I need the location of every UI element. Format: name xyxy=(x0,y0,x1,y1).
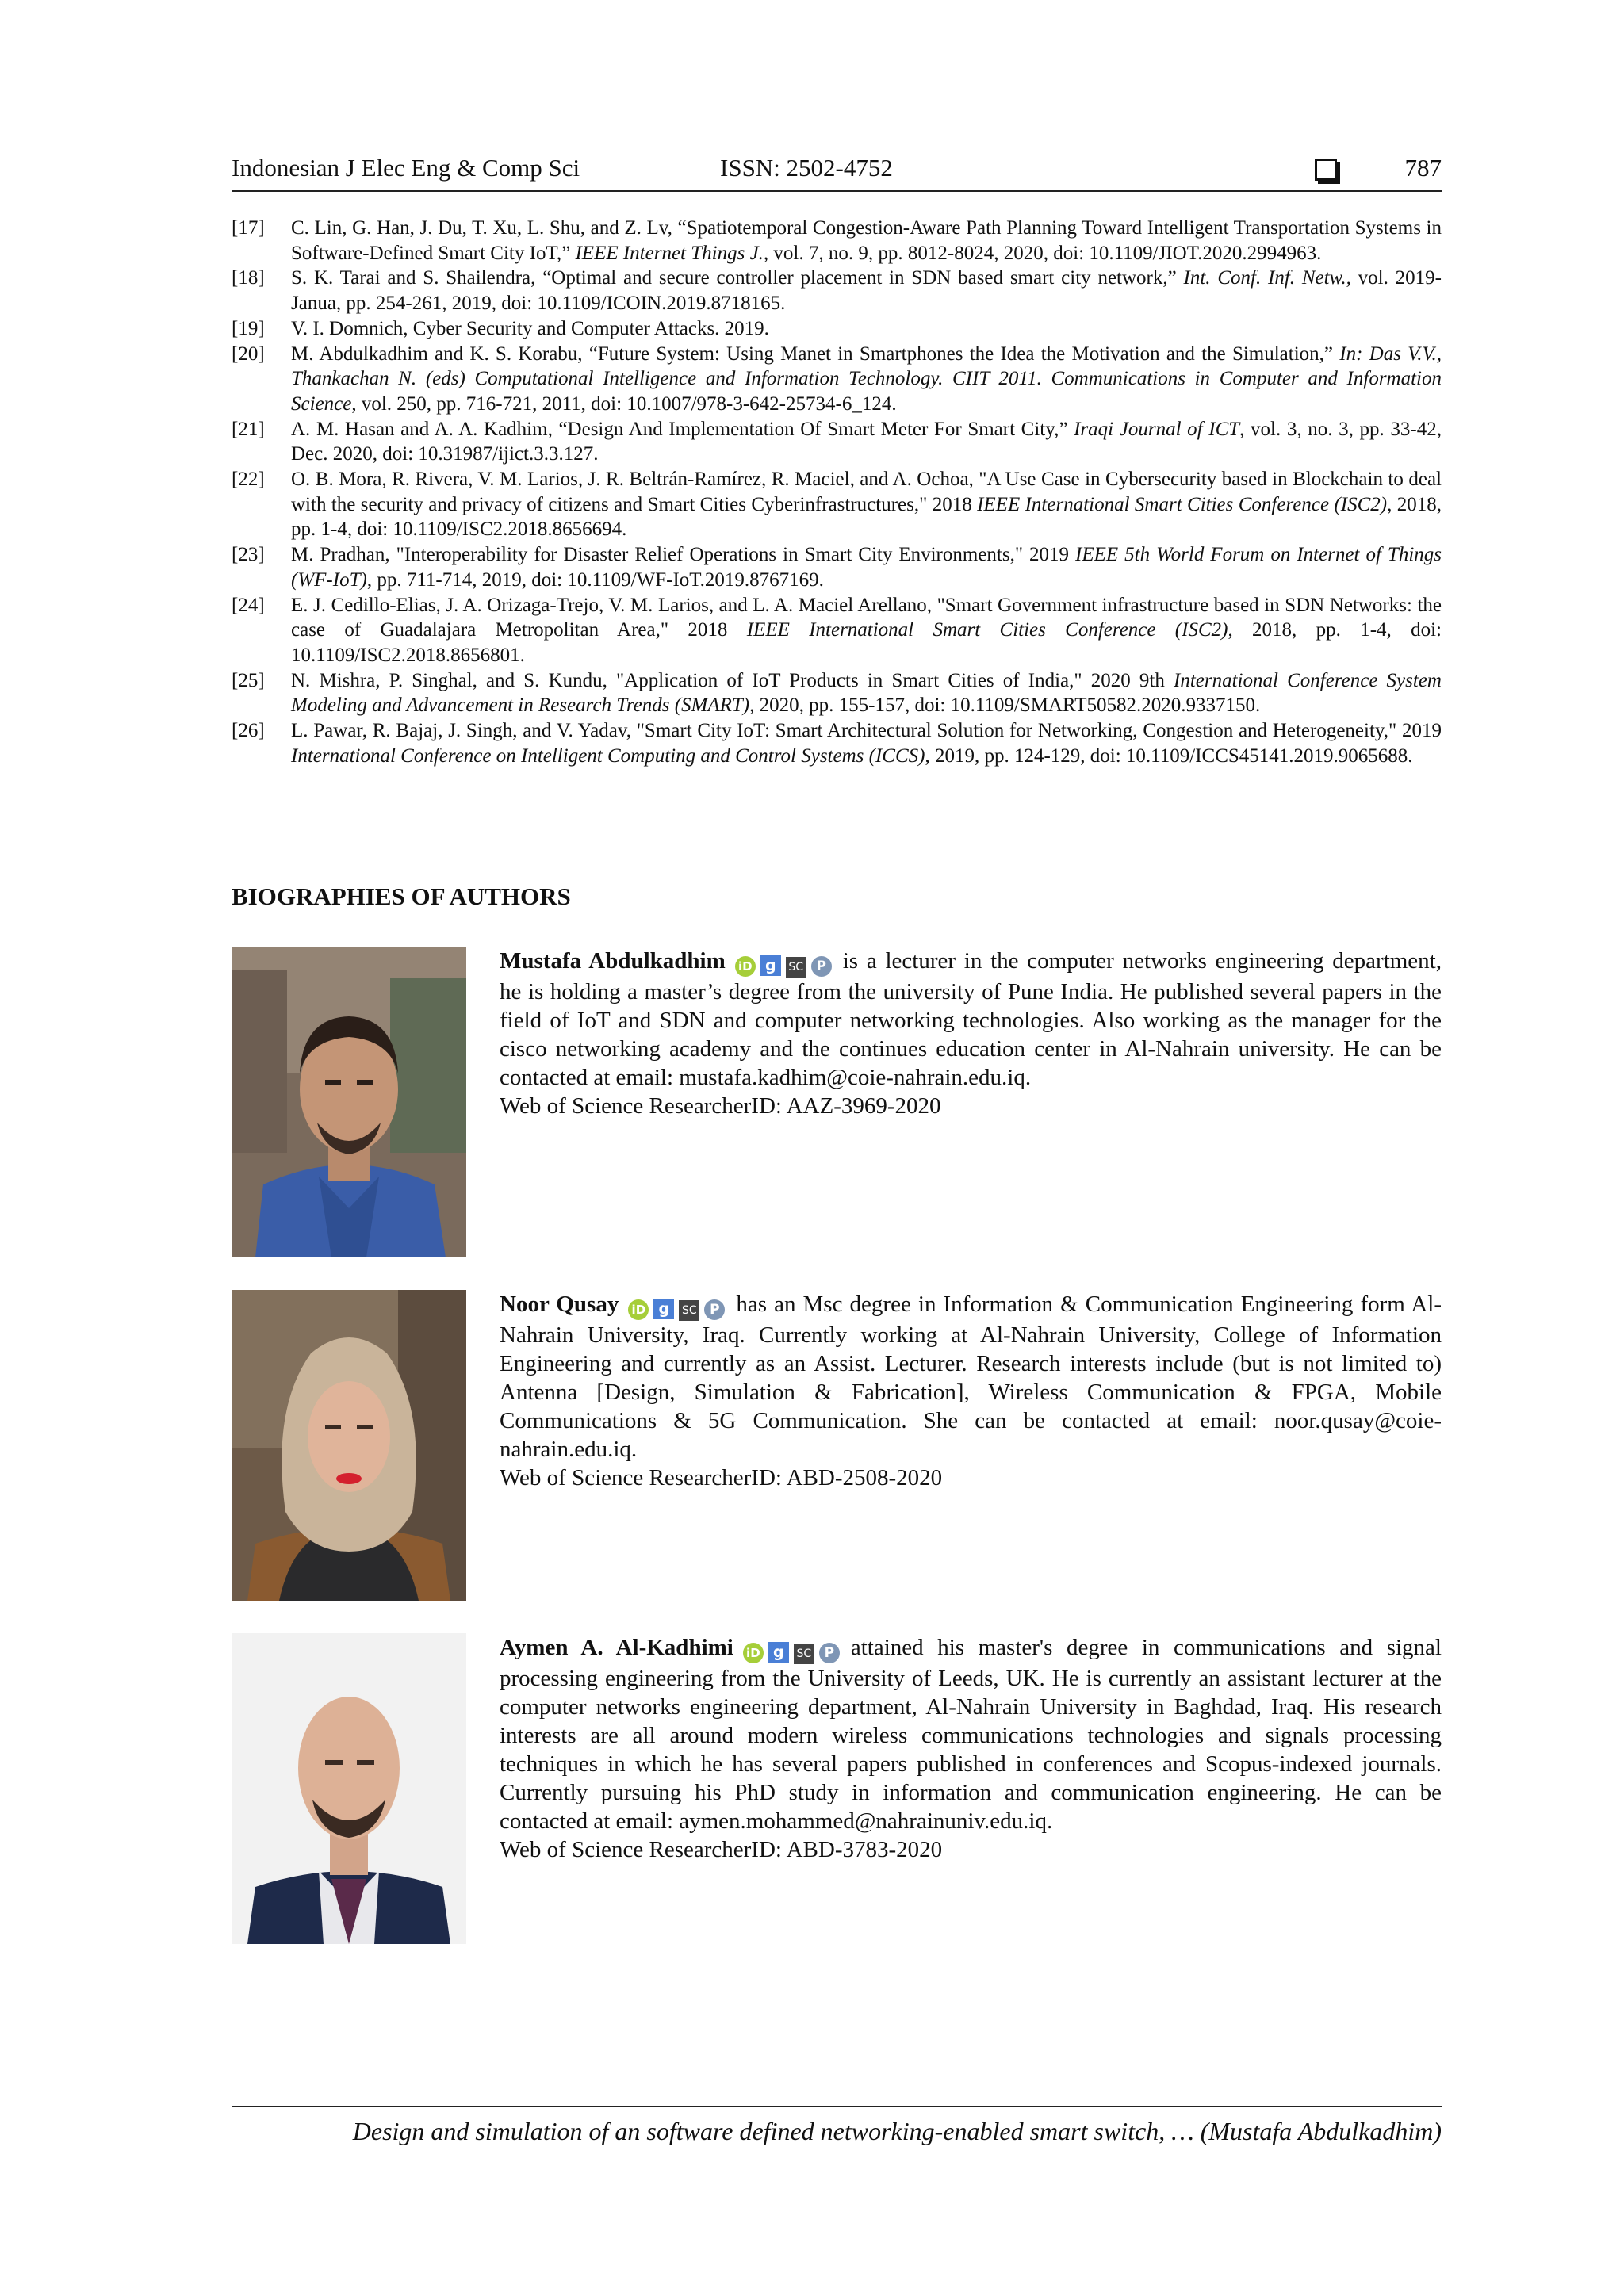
google-scholar-icon[interactable]: g xyxy=(768,1642,789,1663)
reference-item xyxy=(232,542,1442,592)
scopus-icon[interactable]: SC xyxy=(794,1644,814,1664)
reference-rest: , vol. 3, no. 3, pp. 33-42, Dec. 2020, doi: 10.31987/ijict.3.3.127. xyxy=(291,418,1442,465)
author-name: Aymen A. Al-Kadhimi xyxy=(500,1635,733,1660)
author-profile-links xyxy=(743,1635,845,1660)
reference-text: O. B. Mora, R. Rivera, V. M. Larios, J. R. Beltrán-Ramírez, R. Maciel, and A. Ochoa, "A Use Case in Cybersecurity based in Blockchain to deal with the security and privacy of citizens and Smart Cities Cyberinfrastructures," 2018 xyxy=(291,469,1442,515)
reference-rest: , 2018, pp. 1-4, doi: 10.1109/ISC2.2018.8656801. xyxy=(291,619,1442,666)
reference-venue: International Conference System Modeling and Advancement in Research Trends (SMART), xyxy=(291,669,1442,717)
reference-rest: 2020, pp. 155-157, doi: 10.1109/SMART50582.2020.9337150. xyxy=(754,695,1261,717)
orcid-icon[interactable]: iD xyxy=(743,1643,764,1663)
reference-number: [17] xyxy=(232,217,265,239)
reference-venue: IEEE 5th World Forum on Internet of Things (WF-IoT) xyxy=(291,544,1442,591)
publons-icon[interactable]: P xyxy=(811,956,832,977)
page-footer xyxy=(232,2106,1442,2145)
author-photo xyxy=(232,1633,466,1944)
reference-rest: , 2018, pp. 1-4, doi: 10.1109/ISC2.2018.8656694. xyxy=(291,493,1442,541)
reference-text: N. Mishra, P. Singhal, and S. Kundu, "Application of IoT Products in Smart Cities of India," 2020 9th xyxy=(291,669,1174,691)
footer-running-title: Design and simulation of an software defined networking-enabled smart switch, … (Mustafa Abdulkadhim) xyxy=(352,2117,1442,2145)
reference-text: S. K. Tarai and S. Shailendra, “Optimal and secure controller placement in SDN based smart city network,” xyxy=(291,267,1184,289)
author-profile-links xyxy=(628,1292,730,1317)
issn: ISSN: 2502-4752 xyxy=(720,154,893,182)
page-header xyxy=(232,154,1442,192)
reference-text: A. M. Hasan and A. A. Kadhim, “Design And Implementation Of Smart Meter For Smart City,” xyxy=(291,418,1074,440)
reference-text: M. Abdulkadhim and K. S. Korabu, “Future System: Using Manet in Smartphones the Idea the Motivation and the Simulation,” xyxy=(291,342,1340,365)
orcid-icon[interactable]: iD xyxy=(735,956,756,977)
section-title: BIOGRAPHIES OF AUTHORS xyxy=(232,882,571,910)
publons-icon[interactable]: P xyxy=(704,1299,725,1320)
journal-name: Indonesian J Elec Eng & Comp Sci xyxy=(232,154,580,182)
reference-venue: IEEE International Smart Cities Conference (ISC2) xyxy=(977,493,1388,515)
reference-item xyxy=(232,266,1442,316)
author-bio-body: attained his master's degree in communications and signal processing engineering from the University of Leeds, UK. He is currently an assistant lecturer at the computer networks engineering department, Al-Nahrain University in Baghdad, Iraq. His research interests are all around modern wireless communications technologies and signals processing techniques in which he has several papers published in conferences and Scopus-indexed journals. Currently pursuing his PhD study in information and communication engineering. He can be contacted at email: aymen.mohammed@nahrainuniv.edu.iq. xyxy=(500,1635,1442,1834)
reference-item xyxy=(232,718,1442,768)
author-bio-body: is a lecturer in the computer networks engineering department, he is holding a master’s degree from the university of Pune India. He published several papers in the field of IoT and SDN and computer networking technologies. Also working as the manager for the cisco networking academy and the continues education center in Al-Nahrain university. He can be contacted at email: mustafa.kadhim@coie-nahrain.edu.iq. xyxy=(500,948,1442,1090)
reference-venue: IEEE Internet Things J., xyxy=(575,242,769,264)
scopus-icon[interactable]: SC xyxy=(786,957,806,978)
reference-rest: , pp. 711-714, 2019, doi: 10.1109/WF-IoT.2019.8767169. xyxy=(366,568,824,591)
reference-venue: Int. Conf. Inf. Netw., xyxy=(1183,267,1351,289)
page-number: 787 xyxy=(1404,154,1442,182)
google-scholar-icon[interactable]: g xyxy=(760,955,781,976)
author-name: Mustafa Abdulkadhim xyxy=(500,948,726,974)
author-name: Noor Qusay xyxy=(500,1292,619,1317)
reference-rest: , vol. 250, pp. 716-721, 2011, doi: 10.1007/978-3-642-25734-6_124. xyxy=(351,392,897,415)
reference-item xyxy=(232,417,1442,467)
author-profile-links xyxy=(735,948,837,974)
author-bio-text xyxy=(500,1633,1442,1864)
scopus-icon[interactable]: SC xyxy=(679,1300,699,1321)
reference-text: C. Lin, G. Han, J. Du, T. Xu, L. Shu, and Z. Lv, “Spatiotemporal Congestion-Aware Path Planning Toward Intelligent Transportation Systems in Software-Defined Smart City IoT,” xyxy=(291,217,1442,264)
researcher-id: Web of Science ResearcherID: ABD-3783-2020 xyxy=(500,1837,943,1862)
author-bio-body: has an Msc degree in Information & Communication Engineering form Al-Nahrain University, Iraq. Currently working at Al-Nahrain University, College of Information Engineering and currently as an Assist. Lecturer. Research interests include (but is not limited to) Antenna [Design, Simulation & Fabrication], Wireless Communication & FPGA, Mobile Communications & 5G Communication. She can be contacted at email: noor.qusay@coie-nahrain.edu.iq. xyxy=(500,1292,1442,1462)
reference-venue: IEEE International Smart Cities Conference (ISC2) xyxy=(746,619,1228,641)
reference-number: [25] xyxy=(232,669,265,691)
reference-rest: vol. 2019-Janua, pp. 254-261, 2019, doi: 10.1109/ICOIN.2019.8718165. xyxy=(291,267,1442,315)
reference-text: M. Pradhan, "Interoperability for Disaster Relief Operations in Smart City Environments," 2019 xyxy=(291,544,1076,566)
reference-item xyxy=(232,316,1442,342)
reference-text: E. J. Cedillo-Elias, J. A. Orizaga-Trejo, V. M. Larios, and L. A. Maciel Arellano, "Smart Government infrastructure based in SDN Networks: the case of Guadalajara Metropolitan Area," 2018 xyxy=(291,594,1442,641)
orcid-icon[interactable]: iD xyxy=(628,1299,649,1320)
author-bio-text xyxy=(500,947,1442,1120)
researcher-id: Web of Science ResearcherID: ABD-2508-2020 xyxy=(500,1465,943,1490)
reference-rest: vol. 7, no. 9, pp. 8012-8024, 2020, doi: 10.1109/JIOT.2020.2994963. xyxy=(768,242,1322,264)
reference-item xyxy=(232,593,1442,668)
reference-item xyxy=(232,342,1442,417)
reference-number: [22] xyxy=(232,469,265,491)
reference-item xyxy=(232,467,1442,542)
author-photo xyxy=(232,947,466,1257)
researcher-id: Web of Science ResearcherID: AAZ-3969-2020 xyxy=(500,1093,941,1119)
reference-list xyxy=(232,216,1442,768)
google-scholar-icon[interactable]: g xyxy=(653,1299,674,1319)
reference-venue: International Conference on Intelligent Computing and Control Systems (ICCS) xyxy=(291,744,925,767)
author-bio-text xyxy=(500,1290,1442,1492)
reference-venue: In: Das V.V., Thankachan N. (eds) Computational Intelligence and Information Technology. CIIT 2011. Communications in Computer and Information Science xyxy=(291,342,1442,415)
reference-number: [19] xyxy=(232,317,265,339)
reference-rest: , 2019, pp. 124-129, doi: 10.1109/ICCS45141.2019.9065688. xyxy=(925,744,1413,767)
reference-item xyxy=(232,668,1442,718)
reference-item xyxy=(232,216,1442,266)
reference-number: [21] xyxy=(232,418,265,440)
box-icon xyxy=(1315,159,1337,181)
reference-number: [20] xyxy=(232,342,265,365)
reference-number: [23] xyxy=(232,544,265,566)
reference-number: [26] xyxy=(232,720,265,742)
reference-text: V. I. Domnich, Cyber Security and Computer Attacks. 2019. xyxy=(291,317,769,339)
author-photo xyxy=(232,1290,466,1601)
reference-venue: Iraqi Journal of ICT xyxy=(1074,418,1240,440)
reference-number: [18] xyxy=(232,267,265,289)
reference-number: [24] xyxy=(232,594,265,616)
reference-text: L. Pawar, R. Bajaj, J. Singh, and V. Yadav, "Smart City IoT: Smart Architectural Solution for Networking, Congestion and Heterogeneity," 2019 xyxy=(291,720,1442,742)
publons-icon[interactable]: P xyxy=(819,1643,840,1663)
